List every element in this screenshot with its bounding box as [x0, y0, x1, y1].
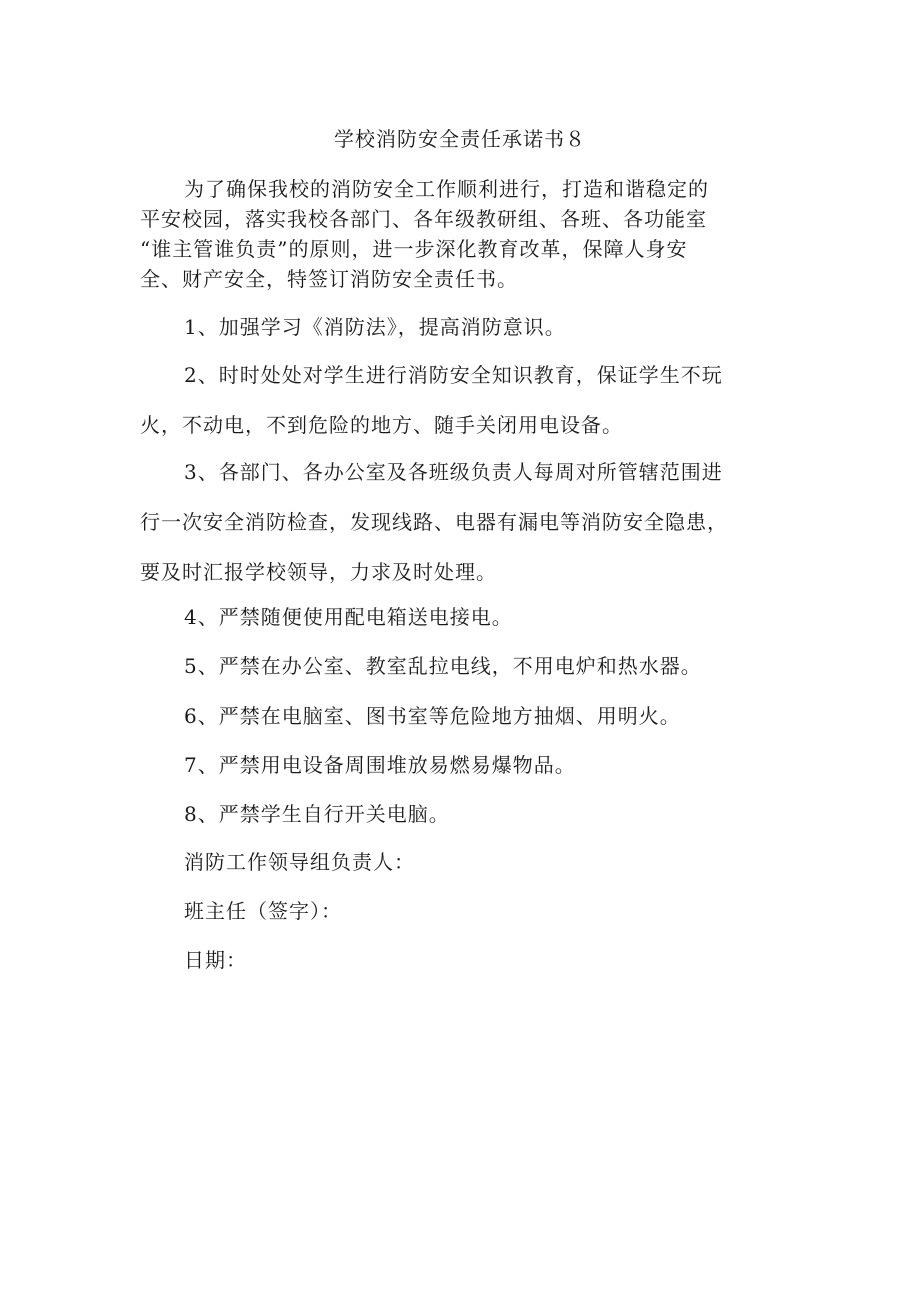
item-line: 要及时汇报学校领导，力求及时处理。 [140, 560, 497, 584]
item-1 [140, 312, 810, 342]
signature-line: 班主任（签字）： [184, 899, 342, 923]
item-5 [140, 651, 810, 681]
signature-date [140, 945, 810, 975]
item-line: 8、严禁学生自行开关电脑。 [184, 802, 450, 826]
intro-paragraph [140, 174, 780, 294]
signature-line: 日期： [184, 948, 247, 972]
item-6 [140, 701, 810, 731]
item-line: 行一次安全消防检查，发现线路、电器有漏电等消防安全隐患， [140, 510, 728, 534]
item-3 [140, 457, 810, 607]
item-line: 6、严禁在电脑室、图书室等危险地方抽烟、用明火。 [184, 704, 681, 728]
intro-line: 全、财产安全，特签订消防安全责任书。 [140, 267, 518, 291]
signature-leader [140, 847, 810, 877]
item-line: 3、各部门、各办公室及各班级负责人每周对所管辖范围进 [184, 460, 723, 484]
item-4 [140, 602, 810, 632]
intro-line: 平安校园，落实我校各部门、各年级教研组、各班、各功能室 [140, 207, 707, 231]
item-2 [140, 360, 810, 460]
signature-teacher [140, 896, 810, 926]
intro-line: “谁主管谁负责”的原则，进一步深化教育改革，保障人身安 [140, 237, 688, 261]
item-line: 4、严禁随便使用配电箱送电接电。 [184, 605, 513, 629]
signature-line: 消防工作领导组负责人： [184, 850, 415, 874]
item-8 [140, 799, 810, 829]
item-7 [140, 750, 810, 780]
item-line: 5、严禁在办公室、教室乱拉电线，不用电炉和热水器。 [184, 654, 702, 678]
item-line: 7、严禁用电设备周围堆放易燃易爆物品。 [184, 753, 576, 777]
item-line: 2、时时处处对学生进行消防安全知识教育，保证学生不玩 [184, 363, 723, 387]
intro-line: 为了确保我校的消防安全工作顺利进行，打造和谐稳定的 [184, 177, 709, 201]
item-line: 1、加强学习《消防法》，提高消防意识。 [184, 315, 566, 339]
document-title: 学校消防安全责任承诺书８ [334, 127, 586, 151]
item-line: 火，不动电，不到危险的地方、随手关闭用电设备。 [140, 413, 623, 437]
